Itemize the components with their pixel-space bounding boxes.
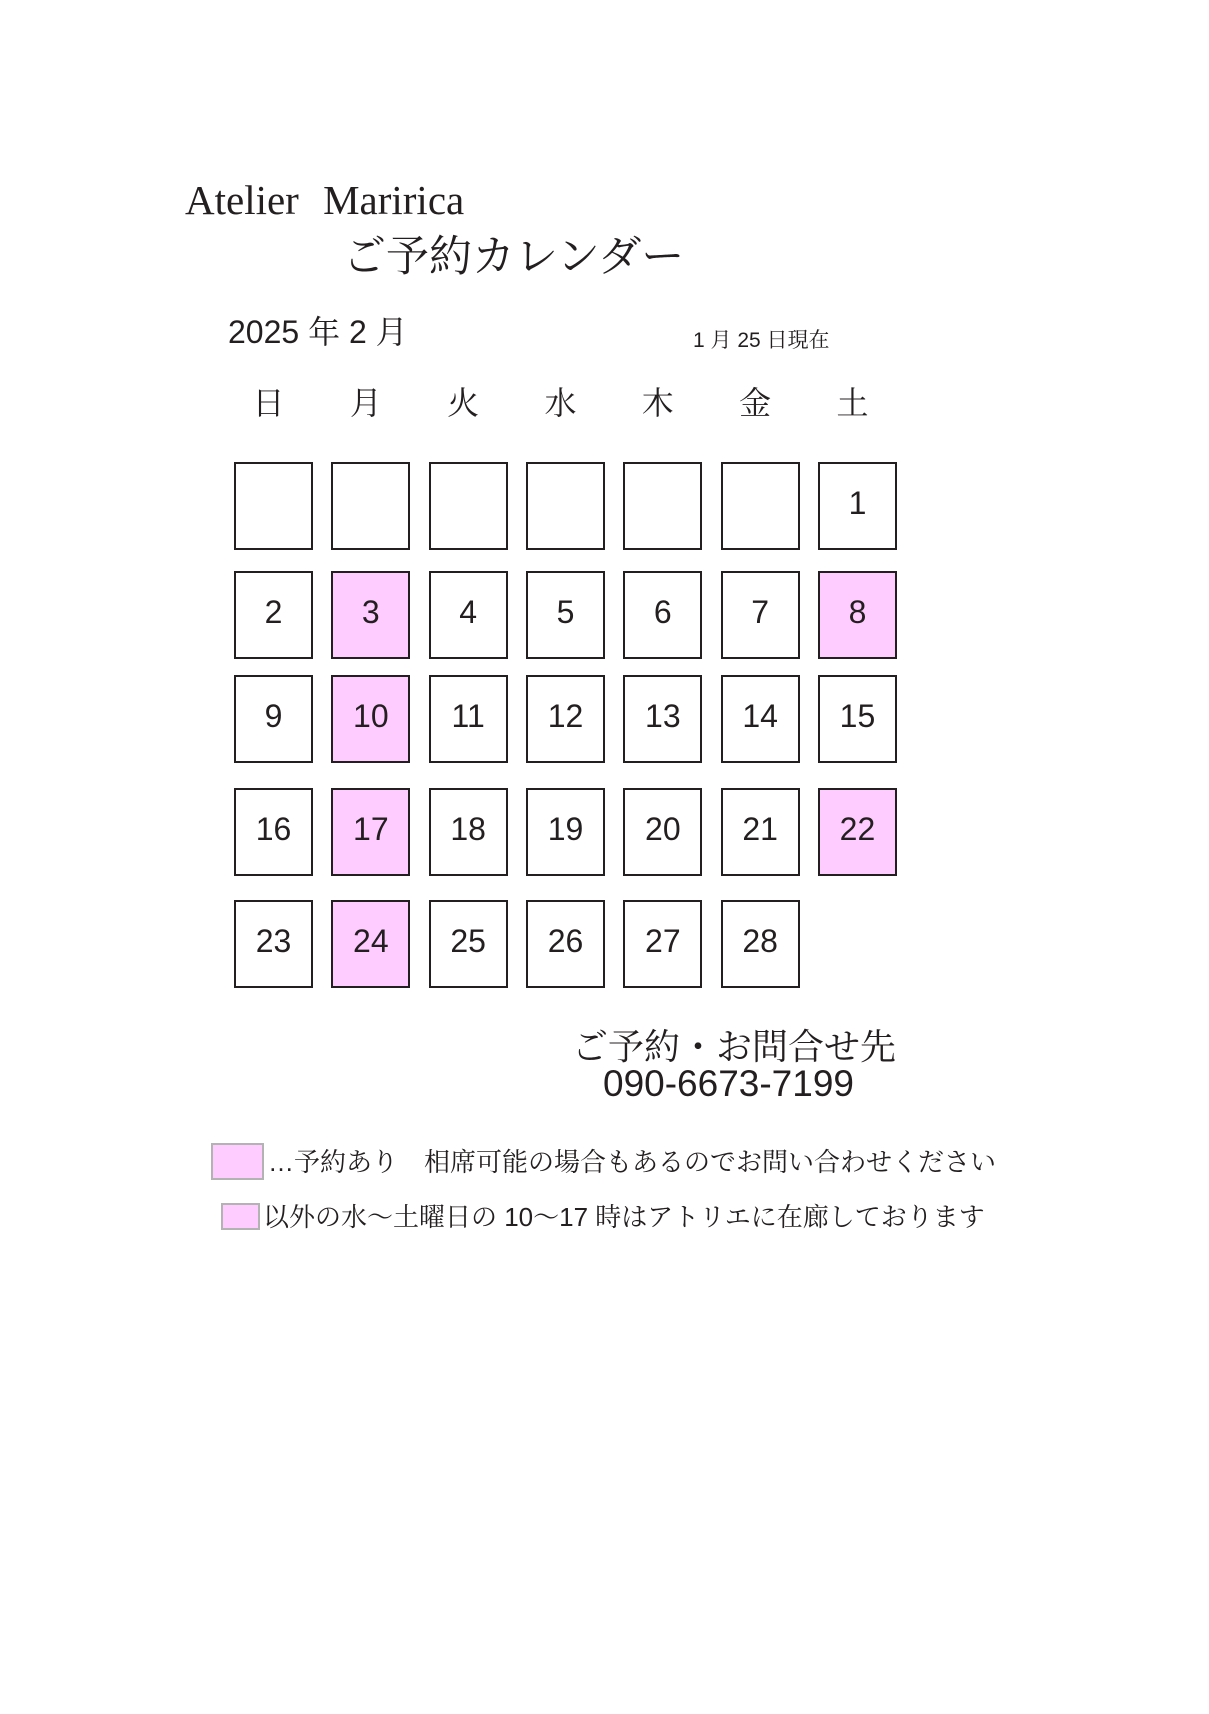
- booked-day-cell: [331, 900, 410, 988]
- day-number: 25: [450, 923, 486, 959]
- day-cell: [526, 571, 605, 659]
- day-number: 6: [653, 594, 672, 630]
- day-number: 22: [839, 811, 876, 847]
- weekday-mon: 月: [349, 385, 382, 421]
- day-cell: [623, 675, 702, 763]
- day-cell: [429, 788, 508, 876]
- day-cell: [429, 571, 508, 659]
- day-number: 5: [556, 594, 575, 630]
- day-number: 9: [264, 698, 283, 734]
- weekday-sun: 日: [252, 385, 285, 421]
- day-cell: [526, 675, 605, 763]
- day-cell: [623, 571, 702, 659]
- day-number: 8: [848, 594, 867, 630]
- booked-day-cell: [818, 571, 897, 659]
- day-cell: [429, 900, 508, 988]
- empty-day-cell: [721, 462, 800, 550]
- weekday-tue: 火: [447, 385, 480, 421]
- as-of-date: 1 月 25 日現在: [693, 329, 830, 352]
- legend-booked-text: …予約あり 相席可能の場合もあるのでお問い合わせください: [268, 1147, 997, 1177]
- brand-name: Atelier Maririca: [185, 177, 465, 223]
- empty-day-cell: [234, 462, 313, 550]
- day-cell: [526, 900, 605, 988]
- page-title: ご予約カレンダー: [343, 234, 685, 281]
- legend-hours-text: 以外の水〜土曜日の 10〜17 時はアトリエに在廊しております: [263, 1202, 985, 1232]
- weekday-sat: 土: [836, 385, 869, 421]
- day-number: 17: [353, 811, 389, 847]
- day-cell: [721, 900, 800, 988]
- day-number: 4: [459, 594, 478, 630]
- day-number: 2: [264, 594, 283, 630]
- day-number: 24: [353, 923, 389, 959]
- day-number: 14: [742, 698, 778, 734]
- day-number: 7: [751, 594, 770, 630]
- empty-day-cell: [429, 462, 508, 550]
- day-cell: [721, 675, 800, 763]
- day-cell: [818, 462, 897, 550]
- weekday-thu: 木: [641, 385, 674, 421]
- day-number: 21: [742, 811, 778, 847]
- weekday-header: [234, 387, 897, 419]
- day-number: 20: [645, 811, 681, 847]
- day-cell: [234, 900, 313, 988]
- booked-legend-swatch: [211, 1143, 264, 1180]
- day-number: 12: [547, 698, 584, 734]
- day-number: 26: [547, 923, 584, 959]
- contact-label: ご予約・お問合せ先: [572, 1026, 897, 1067]
- day-number: 27: [645, 923, 681, 959]
- day-cell: [721, 788, 800, 876]
- day-number: 18: [450, 811, 486, 847]
- day-cell: [623, 788, 702, 876]
- empty-day-cell: [623, 462, 702, 550]
- booked-legend-swatch-small: [221, 1203, 260, 1230]
- booked-day-cell: [331, 675, 410, 763]
- contact-phone: 090-6673-7199: [603, 1063, 854, 1104]
- day-number: 16: [255, 811, 292, 847]
- day-cell: [234, 788, 313, 876]
- day-cell: [526, 788, 605, 876]
- calendar-grid: [234, 462, 897, 988]
- day-cell: [623, 900, 702, 988]
- day-number: 28: [742, 923, 778, 959]
- day-number: 10: [353, 698, 389, 734]
- day-number: 19: [547, 811, 584, 847]
- day-number: 13: [645, 698, 681, 734]
- day-cell: [818, 675, 897, 763]
- day-cell: [721, 571, 800, 659]
- month-label: 2025 年 2 月: [228, 314, 408, 350]
- booked-day-cell: [818, 788, 897, 876]
- day-cell: [234, 571, 313, 659]
- weekday-wed: 水: [544, 385, 577, 421]
- day-number: 23: [255, 923, 292, 959]
- booked-day-cell: [331, 788, 410, 876]
- empty-day-cell: [526, 462, 605, 550]
- weekday-fri: 金: [739, 385, 772, 421]
- day-number: 1: [848, 485, 867, 521]
- day-cell: [429, 675, 508, 763]
- day-cell: [234, 675, 313, 763]
- day-number: 11: [451, 698, 485, 734]
- day-number: 15: [839, 698, 876, 734]
- day-number: 3: [361, 594, 380, 630]
- booked-day-cell: [331, 571, 410, 659]
- empty-day-cell: [331, 462, 410, 550]
